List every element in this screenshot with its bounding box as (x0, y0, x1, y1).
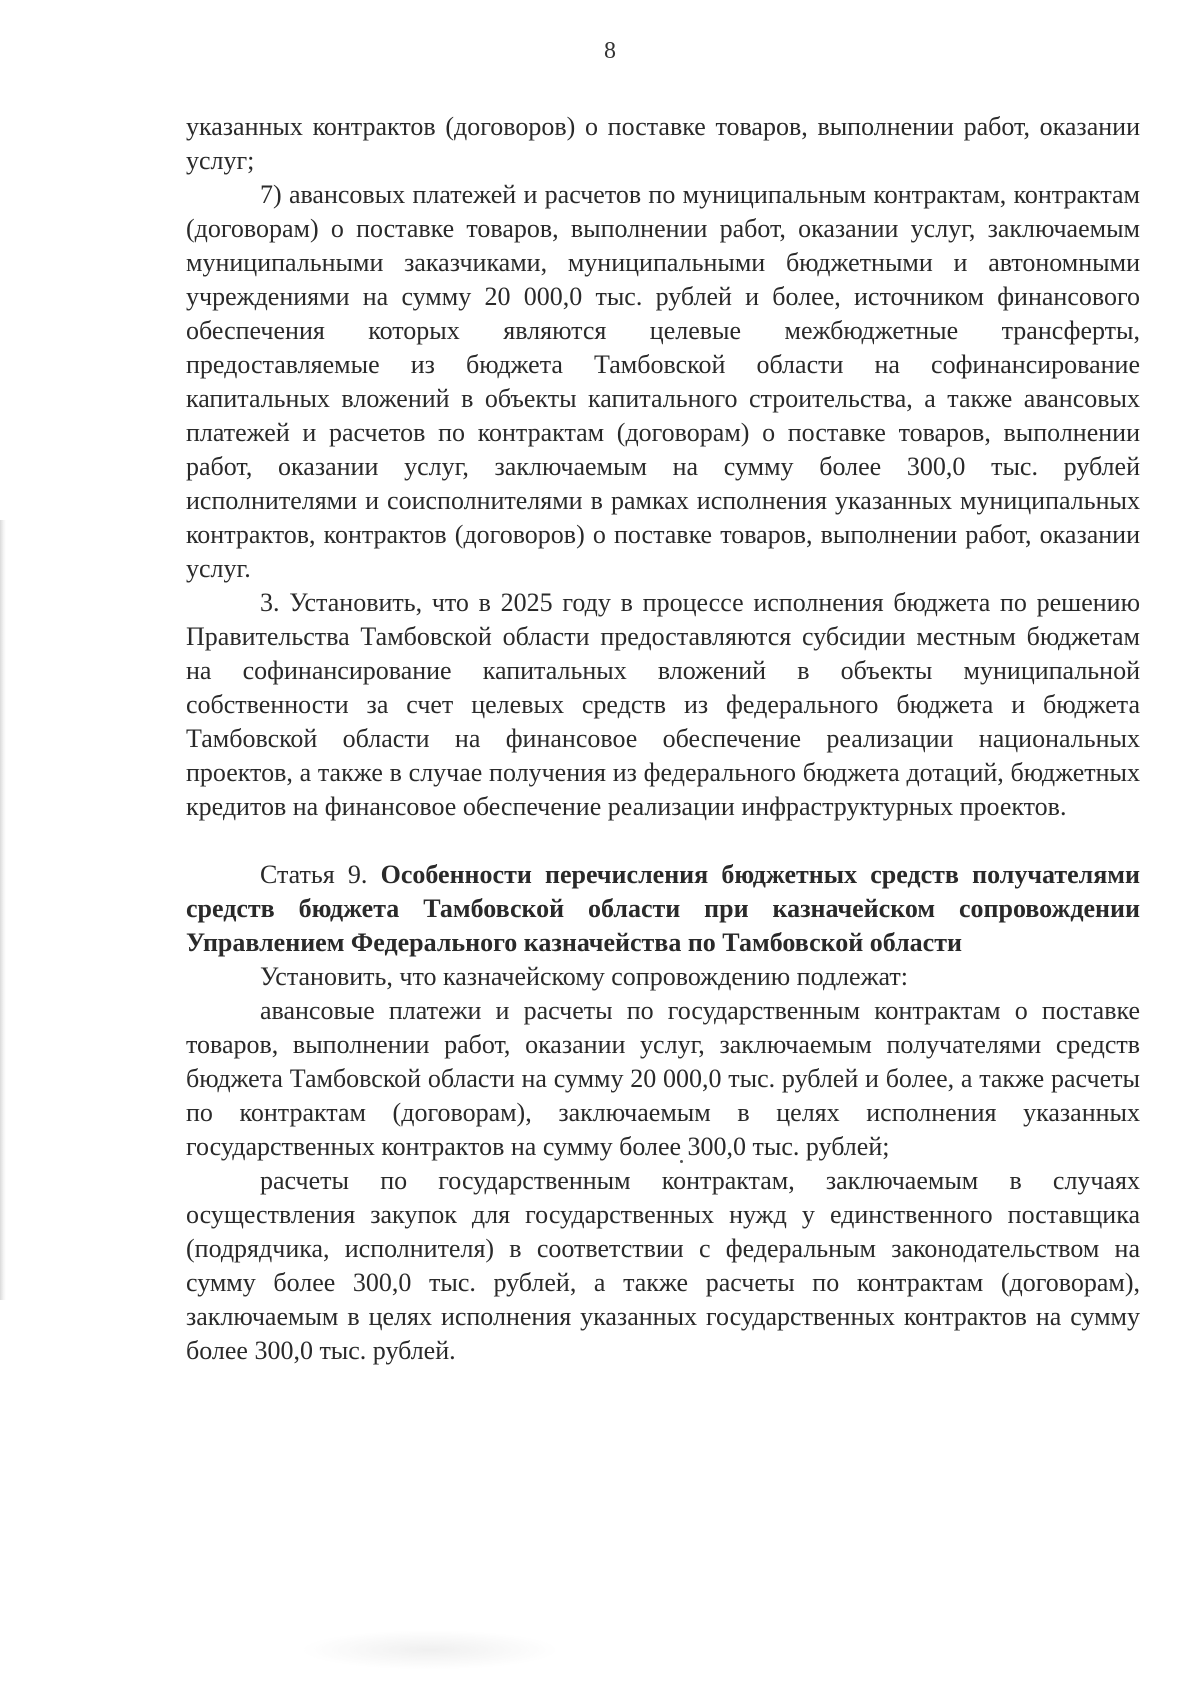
article-label: Статья 9. (260, 860, 368, 889)
paragraph-item-3: 3. Установить, что в 2025 году в процессе исполнения бюджета по решению Правительства Тамбовской области предоставляются субсидии местным бюджетам на софинансирование капитальных вложений в объекты муниципальной собственности за счет целевых средств из федерального бюджета и бюджета Тамбовской области на финансовое обеспечение реализации национальных проектов, а также в случае получения из федерального бюджета дотаций, бюджетных кредитов на финансовое обеспечение реализации инфраструктурных проектов. (186, 588, 1140, 821)
article-title: Особенности перечисления бюджетных средств получателями средств бюджета Тамбовской области при казначейском сопровождении Управлением Федерального казначейства по Тамбовской области (186, 860, 1140, 957)
article-paragraph-single-supplier: расчеты по государственным контрактам, заключаемым в случаях осуществления закупок для государственных нужд у единственного поставщика (подрядчика, исполнителя) в соответствии с федеральным законодательством на сумму более 300,0 тыс. рублей, а также расчеты по контрактам (договорам), заключаемым в целях исполнения указанных государственных контрактов на сумму более 300,0 тыс. рублей. (186, 1166, 1140, 1365)
document-body (186, 110, 1140, 1368)
paragraph-continuation: указанных контрактов (договоров) о поставке товаров, выполнении работ, оказании услуг; (186, 112, 1140, 175)
page-number: 8 (604, 38, 616, 64)
scan-edge-shadow (0, 520, 6, 1300)
article-heading (186, 858, 1140, 960)
article-intro: Установить, что казначейскому сопровождению подлежат: (260, 962, 908, 991)
article-paragraph-advance-payments: авансовые платежи и расчеты по государственным контрактам о поставке товаров, выполнении работ, оказании услуг, заключаемым получателями средств бюджета Тамбовской области на сумму 20 000,0 тыс. рублей и более, а также расчеты по контрактам (договорам), заключаемым в целях исполнения указанных государственных контрактов на сумму более 300,0 тыс. рублей; (186, 996, 1140, 1161)
paragraph-item-7: 7) авансовых платежей и расчетов по муниципальным контрактам, контрактам (договорам) о поставке товаров, выполнении работ, оказании услуг, заключаемым муниципальными заказчиками, муниципальными бюджетными и автономными учреждениями на сумму 20 000,0 тыс. рублей и более, источником финансового обеспечения которых являются целевые межбюджетные трансферты, предоставляемые из бюджета Тамбовской области на софинансирование капитальных вложений в объекты капитального строительства, а также авансовых платежей и расчетов по контрактам (договорам) о поставке товаров, выполнении работ, оказании услуг, заключаемым на сумму более 300,0 тыс. рублей исполнителями и соисполнителями в рамках исполнения указанных муниципальных контрактов, контрактов (договоров) о поставке товаров, выполнении работ, оказании услуг. (186, 180, 1140, 583)
scan-smudge (300, 1630, 560, 1670)
